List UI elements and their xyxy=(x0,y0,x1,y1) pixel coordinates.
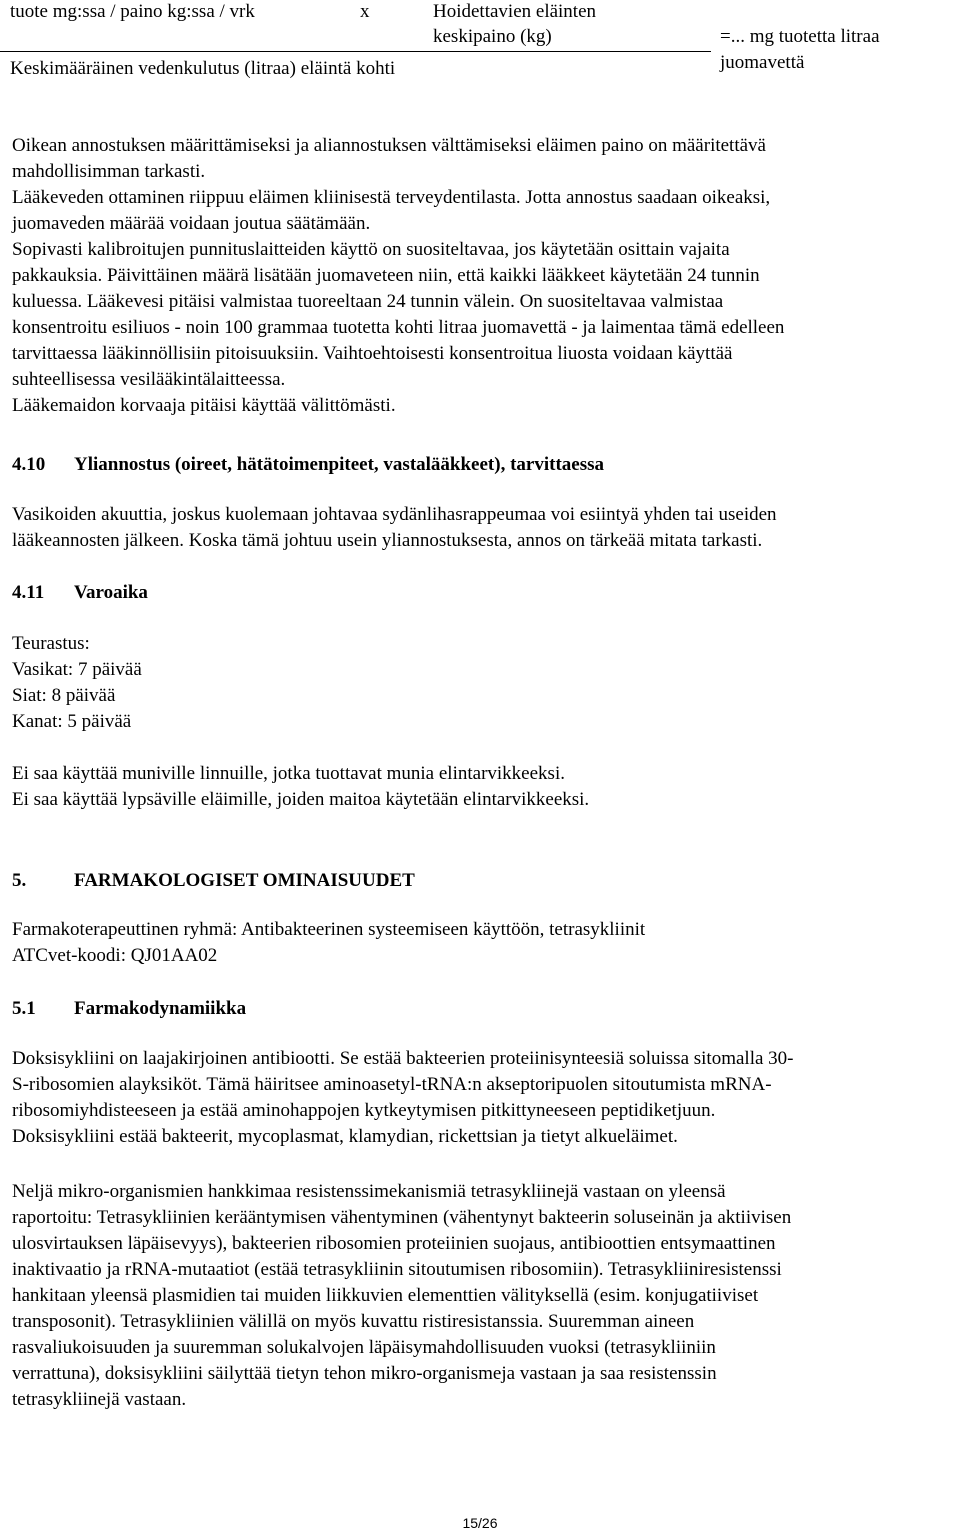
text-line: Teurastus: xyxy=(12,633,90,654)
formula-times-sign: x xyxy=(360,1,370,22)
formula-result-1: =... mg tuotetta litraa xyxy=(720,26,880,47)
text-line: tetrasykliinejä vastaan. xyxy=(12,1389,187,1410)
text-line: juomaveden määrää voidaan joutua säätämään. xyxy=(12,213,371,234)
withdrawal-list xyxy=(12,631,957,735)
text-line: Ei saa käyttää muniville linnuille, jotka tuottavat munia elintarvikkeeksi. xyxy=(12,763,565,784)
text-line: Oikean annostuksen määrittämiseksi ja aliannostuksen välttämiseksi eläimen paino on määritettävä xyxy=(12,135,766,156)
text-line: ulosvirtauksen läpäisevyys), bakteerien ribosomien proteiinien suojaus, antibioottien entsymaattinen xyxy=(12,1233,776,1254)
overdose-paragraph xyxy=(12,502,957,554)
text-line: Doksisykliini on laajakirjoinen antibiootti. Se estää bakteerien proteiinisynteesiä soluissa sitomalla 30- xyxy=(12,1048,794,1069)
text-line: verrattuna), doksisykliini säilyttää tietyn tehon mikro-organismeja vastaan ja saa resistenssin xyxy=(12,1363,717,1384)
formula-weight-label-2: keskipaino (kg) xyxy=(433,26,552,47)
text-line: transposonit). Tetrasykliinien välillä on myös kuvattu ristiresistanssia. Suuremman aineen xyxy=(12,1311,695,1332)
text-line: Neljä mikro-organismien hankkimaa resistenssimekanismiä tetrasykliinejä vastaan on yleensä xyxy=(12,1181,726,1202)
text-line: Doksisykliini estää bakteerit, mycoplasmat, klamydian, rickettsian ja tietyt alkueläimet. xyxy=(12,1126,678,1147)
text-line: kuluessa. Lääkevesi pitäisi valmistaa tuoreeltaan 24 tunnin välein. On suositeltavaa valmistaa xyxy=(12,291,724,312)
text-line: Vasikoiden akuuttia, joskus kuolemaan johtavaa sydänlihasrappeumaa voi esiintyä yhden tai useiden xyxy=(12,504,777,525)
formula-result-2: juomavettä xyxy=(720,52,805,73)
formula-fraction-line xyxy=(0,51,711,52)
section-heading-4-11 xyxy=(12,580,148,606)
section-number: 5.1 xyxy=(12,998,36,1019)
section-title: Yliannostus (oireet, hätätoimenpiteet, vastalääkkeet), tarvittaessa xyxy=(74,454,604,475)
text-line: tarvittaessa lääkinnöllisiin pitoisuuksiin. Vaihtoehtoisesti konsentroitua liuosta voidaan käyttää xyxy=(12,343,733,364)
text-line: lääkeannosten jälkeen. Koska tämä johtuu usein yliannostuksesta, annos on tärkeää mitata tarkasti. xyxy=(12,530,763,551)
formula-weight-label-1: Hoidettavien eläinten xyxy=(433,1,597,22)
text-line: suhteellisessa vesilääkintälaitteessa. xyxy=(12,369,286,390)
formula-denominator: Keskimääräinen vedenkulutus (litraa) eläintä kohti xyxy=(10,58,396,79)
section-heading-4-10 xyxy=(12,452,604,478)
text-line: Sopivasti kalibroitujen punnituslaitteiden käyttö on suositeltavaa, jos käytetään osittain vajaita xyxy=(12,239,730,260)
section-heading-5-1 xyxy=(12,996,246,1022)
formula-numerator: tuote mg:ssa / paino kg:ssa / vrk xyxy=(10,1,255,22)
section-title: Farmakodynamiikka xyxy=(74,998,247,1019)
section-heading-5 xyxy=(12,868,415,894)
section-number: 4.11 xyxy=(12,582,45,603)
text-line: hankitaan yleensä plasmidien tai muiden liikkuvien elementtien välityksellä (esim. konjugatiiviset xyxy=(12,1285,759,1306)
section-number: 4.10 xyxy=(12,454,46,475)
pharmacodynamics-paragraph-1 xyxy=(12,1046,957,1150)
dosing-paragraph xyxy=(12,133,957,419)
text-line: Siat: 8 päivää xyxy=(12,685,116,706)
restriction-paragraph xyxy=(12,761,957,813)
page-number: 15/26 xyxy=(462,1515,498,1531)
text-line: raportoitu: Tetrasykliinien kerääntymisen vähentyminen (vähentynyt bakteerin soluseinän ja aktiivisen xyxy=(12,1207,792,1228)
text-line: Lääkemaidon korvaaja pitäisi käyttää välittömästi. xyxy=(12,395,396,416)
pharmacotherapeutic-paragraph xyxy=(12,917,957,969)
text-line: Lääkeveden ottaminen riippuu eläimen kliinisestä terveydentilasta. Jotta annostus saadaan oikeaksi, xyxy=(12,187,771,208)
text-line: rasvaliukoisuuden ja suuremman solukalvojen läpäisymahdollisuuden vuoksi (tetrasykliiniin xyxy=(12,1337,716,1358)
pharmacodynamics-paragraph-2 xyxy=(12,1179,957,1413)
text-line: konsentroitu esiliuos - noin 100 grammaa tuotetta kohti litraa juomavettä - ja laimentaa tämä edelleen xyxy=(12,317,785,338)
section-number: 5. xyxy=(12,870,27,891)
text-line: S-ribosomien alayksiköt. Tämä häiritsee aminoasetyl-tRNA:n akseptoripuolen sitoutumista mRNA- xyxy=(12,1074,772,1095)
section-title: Varoaika xyxy=(74,582,148,603)
text-line: mahdollisimman tarkasti. xyxy=(12,161,206,182)
text-line: pakkauksia. Päivittäinen määrä lisätään juomaveteen niin, että kaikki lääkkeet käytetään 24 tunnin xyxy=(12,265,760,286)
text-line: Vasikat: 7 päivää xyxy=(12,659,142,680)
text-line: inaktivaatio ja rRNA-mutaatiot (estää tetrasykliinin sitoutumisen ribosomiin). Tetrasykliiniresistenssi xyxy=(12,1259,782,1280)
text-line: ATCvet-koodi: QJ01AA02 xyxy=(12,945,218,966)
text-line: Farmakoterapeuttinen ryhmä: Antibakteerinen systeemiseen käyttöön, tetrasykliinit xyxy=(12,919,646,940)
section-title: FARMAKOLOGISET OMINAISUUDET xyxy=(74,870,415,891)
text-line: ribosomiyhdisteeseen ja estää aminohappojen kytkeytymisen pitkittyneeseen peptidiketjuun. xyxy=(12,1100,716,1121)
text-line: Kanat: 5 päivää xyxy=(12,711,132,732)
text-line: Ei saa käyttää lypsäville eläimille, joiden maitoa käytetään elintarvikkeeksi. xyxy=(12,789,590,810)
